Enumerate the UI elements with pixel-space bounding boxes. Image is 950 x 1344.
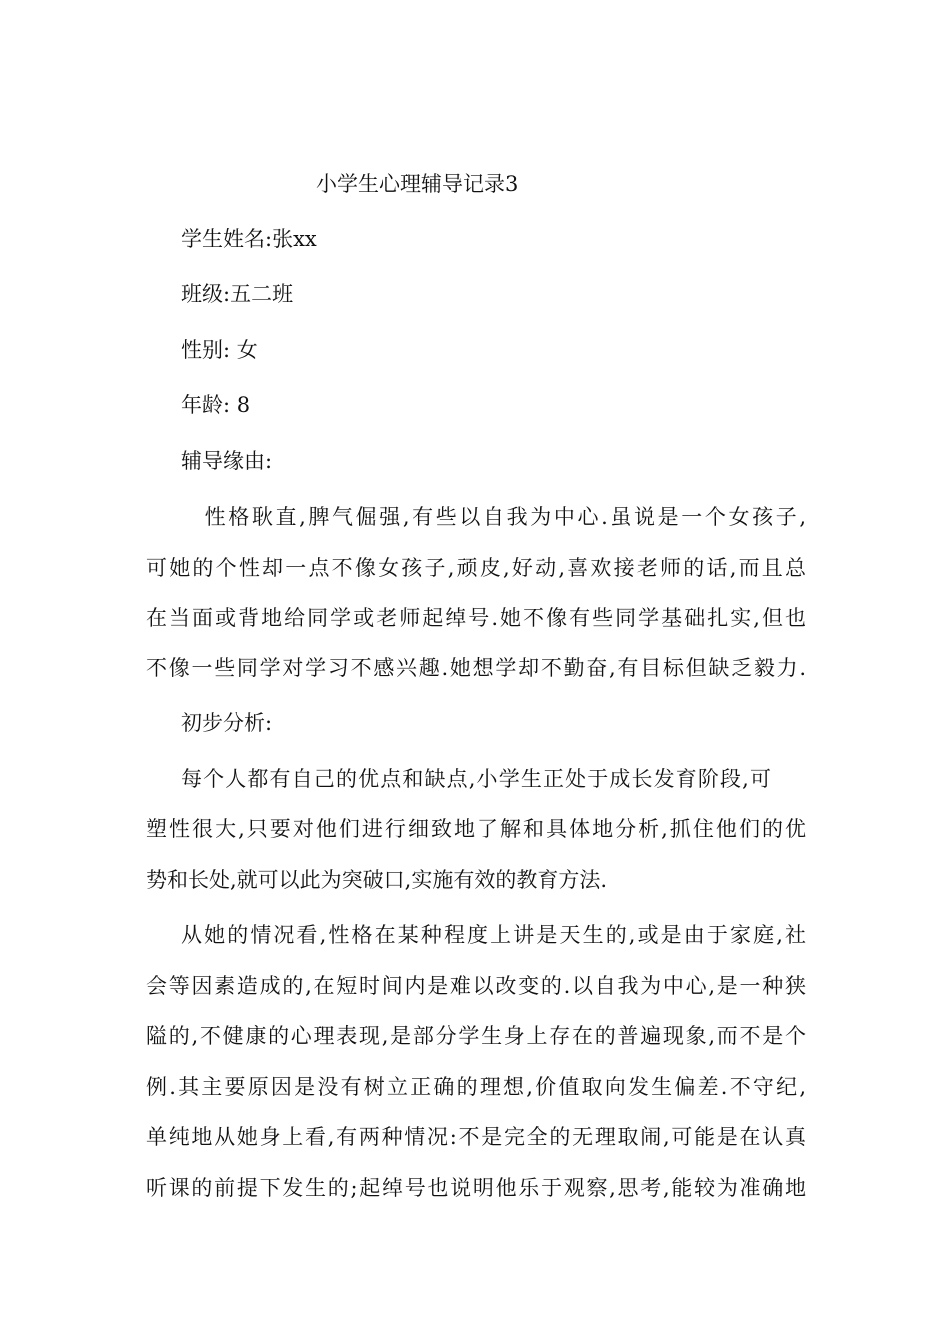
document-title: 小学生心理辅导记录3 [316, 172, 519, 196]
reason-heading: 辅导缘由: [181, 449, 273, 473]
class-field: 班级:五二班 [181, 282, 294, 306]
analysis-p2-line: 从她的情况看,性格在某种程度上讲是天生的,或是由于家庭,社 [181, 923, 806, 947]
analysis-p2-line: 会等因素造成的,在短时间内是难以改变的.以自我为中心,是一种狭 [146, 974, 806, 998]
analysis-p2-line: 听课的前提下发生的;起绰号也说明他乐于观察,思考,能较为准确地 [146, 1176, 806, 1200]
analysis-p2-line: 例.其主要原因是没有树立正确的理想,价值取向发生偏差.不守纪, [146, 1075, 806, 1099]
reason-line: 性格耿直,脾气倔强,有些以自我为中心.虽说是一个女孩子, [181, 505, 806, 529]
analysis-p1-line: 塑性很大,只要对他们进行细致地了解和具体地分析,抓住他们的优 [146, 817, 806, 841]
reason-line: 在当面或背地给同学或老师起绰号.她不像有些同学基础扎实,但也 [146, 606, 806, 630]
reason-line: 不像一些同学对学习不感兴趣.她想学却不勤奋,有目标但缺乏毅力. [146, 656, 806, 680]
age-field: 年龄: 8 [181, 393, 251, 417]
analysis-p2-line: 单纯地从她身上看,有两种情况:不是完全的无理取闹,可能是在认真 [146, 1125, 806, 1149]
analysis-heading: 初步分析: [181, 711, 273, 735]
analysis-p1-line: 势和长处,就可以此为突破口,实施有效的教育方法. [146, 868, 608, 892]
student-name-field: 学生姓名:张xx [181, 227, 317, 251]
gender-field: 性别: 女 [181, 338, 258, 362]
analysis-p1-line: 每个人都有自己的优点和缺点,小学生正处于成长发育阶段,可 [181, 767, 771, 791]
analysis-p2-line: 隘的,不健康的心理表现,是部分学生身上存在的普遍现象,而不是个 [146, 1024, 806, 1048]
reason-line: 可她的个性却一点不像女孩子,顽皮,好动,喜欢接老师的话,而且总 [146, 556, 806, 580]
